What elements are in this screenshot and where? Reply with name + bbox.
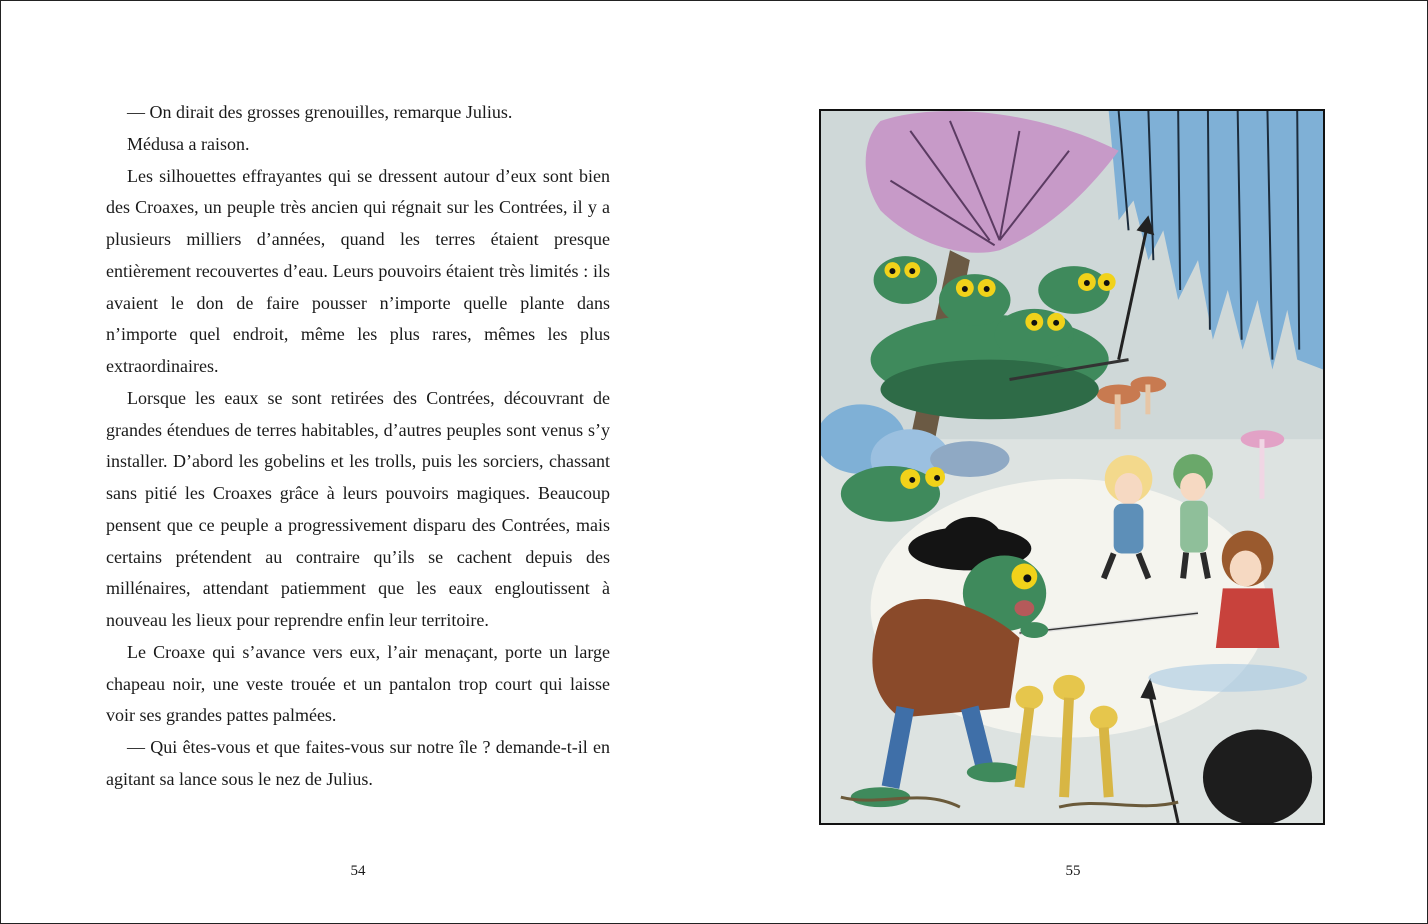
body-text	[106, 97, 610, 796]
paragraph: Le Croaxe qui s’avance vers eux, l’air menaçant, porte un large chapeau noir, une veste trouée et un pantalon trop court qui laisse voir ses grandes pattes palmées.	[106, 641, 610, 726]
page-number-right: 55	[1065, 863, 1081, 879]
paragraph: — On dirait des grosses grenouilles, remarque Julius.	[127, 102, 513, 122]
paragraph: — Qui êtes-vous et que faites-vous sur notre île ? demande-t-il en agitant sa lance sous le nez de Julius.	[106, 737, 610, 789]
paragraph: Lorsque les eaux se sont retirées des Contrées, découvrant de grandes étendues de terres habitables, d’autres peuples sont venus s’y installer. D’abord les gobelins et les trolls, puis les sorciers, chassant sans pitié les Croaxes grâce à leurs pouvoirs magiques. Beaucoup pensent que ce peuple a progressivement disparu des Contrées, mais certains prétendent au contraire qu’ils se cachent depuis des millénaires, attendant patiemment que les eaux engloutissent à nouveau les lieux pour reprendre enfin leur territoire.	[106, 387, 610, 630]
frog-scene-drawing	[821, 111, 1323, 823]
page-number-left: 54	[350, 863, 366, 879]
paragraph: Les silhouettes effrayantes qui se dressent autour d’eux sont bien des Croaxes, un peuple très ancien qui régnait sur les Contrées, il y a plusieurs milliers d’années, quand les terres étaient presque entièrement recouvertes d’eau. Leurs pouvoirs étaient très limités : ils avaient le don de faire pousser n’importe quelle plante dans n’importe quel endroit, même les plus rares, mêmes les plus extraordinaires.	[106, 165, 610, 376]
left-page	[1, 1, 715, 923]
right-page	[715, 1, 1427, 923]
illustration	[819, 109, 1325, 825]
paragraph: Médusa a raison.	[127, 133, 250, 154]
